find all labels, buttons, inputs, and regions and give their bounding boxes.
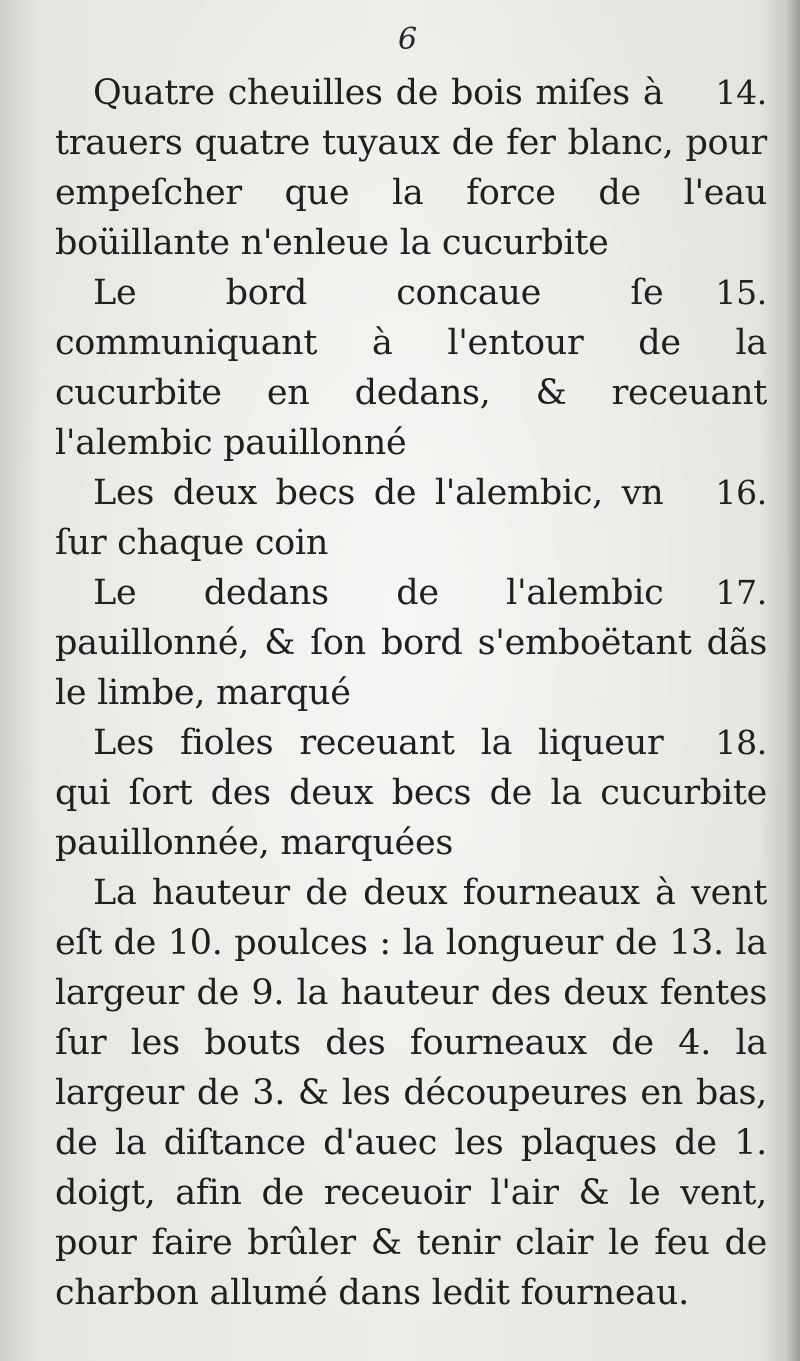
legend-entry [55, 68, 767, 268]
legend-entry-ref: 14. [715, 73, 767, 112]
legend-entry-text: Quatre cheuilles de bois miſes à trauers quatre tuyaux de fer blanc, pour empeſcher que la force de l'eau boüillante n'enleue la cucurbite [55, 73, 767, 263]
legend-entry [55, 718, 767, 868]
legend-entry-text: Les deux becs de l'alembic, vn ſur chaque coin [55, 473, 664, 563]
legend-entry [55, 468, 767, 568]
page-number: 6 [398, 22, 418, 57]
page-text-block [55, 68, 767, 1318]
legend-entry-ref: 16. [715, 473, 767, 512]
page-edge-shadow [786, 0, 800, 1361]
legend-entry-ref: 17. [715, 573, 767, 612]
legend-entry-text: Le dedans de l'alembic pauillonné, & ſon bord s'emboëtant dãs le limbe, marqué [55, 573, 767, 713]
legend-entry-ref: 15. [715, 273, 767, 312]
legend-entry-ref: 18. [715, 723, 767, 762]
furnace-dimensions-paragraph: La hauteur de deux fourneaux à vent eſt de 10. poulces : la longueur de 13. la largeur de 9. la hauteur des deux fentes ſur les bouts des fourneaux de 4. la largeur de 3. & les découpeures en bas, de la diſtance d'auec les plaques de 1. doigt, afin de receuoir l'air & le vent, pour faire brûler & tenir clair le feu de charbon allumé dans ledit fourneau. [55, 873, 767, 1313]
legend-entry-text: Le bord concaue ſe communiquant à l'entour de la cucurbite en dedans, & receuant l'alembic pauillonné [55, 273, 767, 463]
legend-entry [55, 568, 767, 718]
legend-entry [55, 268, 767, 468]
legend-entry-text: Les fioles receuant la liqueur qui ſort des deux becs de la cucurbite pauillonnée, marquées [55, 723, 767, 863]
